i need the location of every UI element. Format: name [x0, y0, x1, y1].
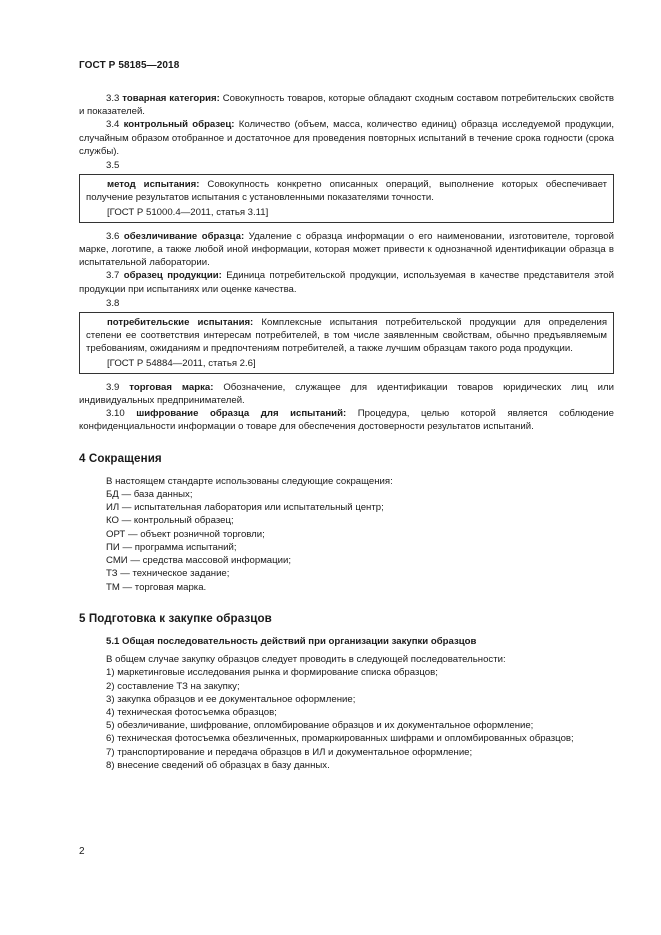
term-3-6: 3.6 обезличивание образца: Удаление с образца информации о его наименовании, изготовителе, торговой марке, логотипе, а также любой иной информации, которая может привести к однозначной идентификации образца в испытательной лаборатории. — [79, 230, 614, 269]
list-item: БД — база данных; — [106, 489, 193, 501]
list-item: ТЗ — техническое задание; — [106, 568, 230, 580]
term-title: торговая марка: — [129, 381, 214, 393]
list-item: 1) маркетинговые исследования рынка и формирование списка образцов; — [106, 667, 438, 679]
list-item: ОРТ — объект розничной торговли; — [106, 528, 265, 540]
term-3-5: метод испытания: Совокупность конкретно описанных операций, выполнение которых обеспечивает получение результатов испытания с установленными показателями точности. — [86, 179, 607, 204]
list-item: 4) техническая фотосъемка образцов; — [106, 706, 277, 718]
list-item: СМИ — средства массовой информации; — [106, 555, 292, 567]
term-3-8: потребительские испытания: Комплексные испытания потребительской продукции для определения степени ее соответствия интересам потребителей, в том числе заявленным свойствам, обычно предъявляемым требованиям, ожиданиям и предпочтениям потребителей, а также лучшим образцам такого рода продукции. — [86, 317, 608, 355]
term-title: товарная категория: — [122, 93, 220, 104]
list-item: ТМ — торговая марка. — [106, 581, 207, 593]
term-title: контрольный образец: — [123, 119, 235, 131]
list-item: 7) транспортирование и передача образцов в ИЛ и документальное оформление; — [106, 746, 473, 758]
quoted-definition-box — [79, 174, 614, 223]
term-3-9: 3.9 торговая марка: Обозначение, служащее для идентификации товаров юридических лиц или индивидуальных предпринимателей. — [79, 381, 614, 407]
list-item: 6) техническая фотосъемка обезличенных, промаркированных шифрами и опломбированных образцов; — [106, 733, 574, 745]
list-item: КО — контрольный образец; — [106, 515, 234, 527]
reference-citation: [ГОСТ Р 51000.4—2011, статья 3.11] — [107, 206, 269, 218]
term-3-3: 3.3 товарная категория: Совокупность товаров, которые обладают сходным составом потребительских свойств и показателей. — [79, 93, 614, 118]
section-5-intro: В общем случае закупку образцов следует проводить в следующей последовательности: — [106, 654, 506, 666]
subsection-5-1-heading: 5.1 Общая последовательность действий при организации закупки образцов — [106, 635, 477, 647]
document-body — [79, 92, 614, 772]
term-3-4: 3.4 контрольный образец: Количество (объем, масса, количество единиц) образца исследуемой продукции, случайным образом отобранное и достаточное для проведения повторных испытаний в течение срока годности (срока службы). — [79, 119, 614, 157]
list-item: ИЛ — испытательная лаборатория или испытательный центр; — [106, 502, 384, 514]
section-4-intro: В настоящем стандарте использованы следующие сокращения: — [106, 475, 393, 487]
term-title: потребительские испытания: — [107, 317, 254, 329]
term-title: обезличивание образца: — [123, 230, 245, 242]
quoted-definition-box — [79, 312, 614, 374]
reference-citation: [ГОСТ Р 54884—2011, статья 2.6] — [107, 357, 256, 369]
section-4-heading: 4 Сокращения — [79, 451, 162, 465]
term-title: метод испытания: — [107, 179, 200, 191]
section-5-heading: 5 Подготовка к закупке образцов — [79, 611, 272, 625]
list-item: 2) составление ТЗ на закупку; — [106, 680, 240, 692]
term-title: шифрование образца для испытаний: — [136, 408, 347, 420]
term-title: образец продукции: — [123, 270, 222, 282]
list-item: 8) внесение сведений об образцах в базу данных. — [106, 759, 330, 771]
abbreviations-list — [106, 488, 614, 594]
term-3-10: 3.10 шифрование образца для испытаний: Процедура, целью которой является соблюдение конфиденциальности информации о товаре для обеспечения достоверности результатов испытаний. — [79, 408, 614, 433]
document-header: ГОСТ Р 58185—2018 — [79, 60, 180, 71]
term-3-7: 3.7 образец продукции: Единица потребительской продукции, используемая в качестве представителя этой продукции при испытаниях или оценке качества. — [79, 270, 614, 295]
term-number: 3.8 — [106, 297, 120, 309]
term-number: 3.5 — [106, 160, 120, 172]
page-number: 2 — [79, 846, 85, 857]
procurement-steps-list — [79, 666, 614, 772]
list-item: 5) обезличивание, шифрование, опломбирование образцов и их документальное оформление; — [106, 720, 534, 732]
list-item: 3) закупка образцов и ее документальное оформление; — [106, 693, 356, 705]
list-item: ПИ — программа испытаний; — [106, 541, 237, 553]
